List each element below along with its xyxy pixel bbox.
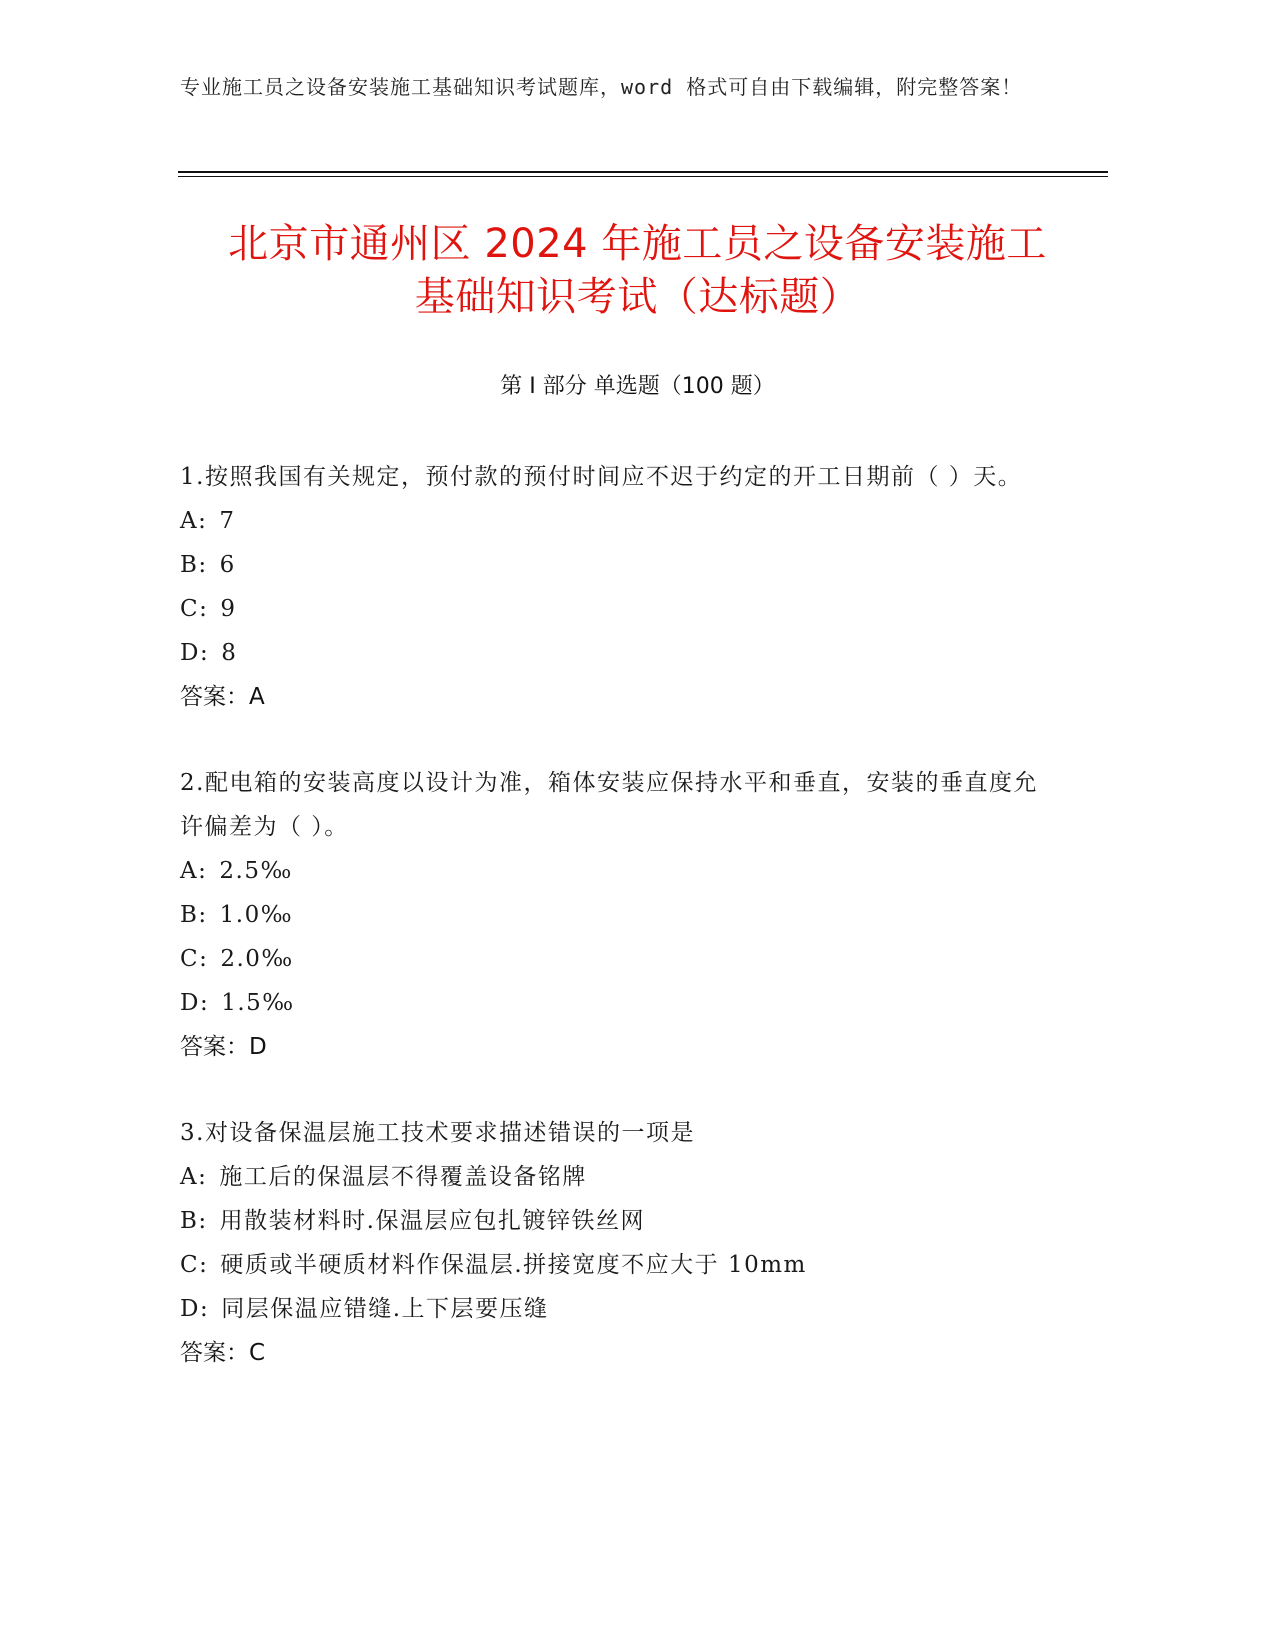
option-text: 2.0‰: [220, 946, 294, 972]
option-d: D: 8: [180, 640, 238, 666]
question-1: [180, 455, 1040, 719]
option-text: 1.0‰: [219, 902, 294, 928]
header-note: 专业施工员之设备安装施工基础知识考试题库，word 格式可自由下载编辑，附完整答案！: [180, 75, 1023, 99]
option-a: A: 2.5‰: [180, 858, 293, 884]
question-3: [180, 1111, 1040, 1375]
option-text: 7: [219, 508, 236, 534]
option-letter: D: [180, 640, 200, 666]
document-title-line-1: 北京市通州区 2024 年施工员之设备安装施工: [228, 221, 1047, 267]
option-text: 6: [219, 552, 236, 578]
option-letter: C: [180, 946, 200, 972]
option-c: C: 9: [180, 596, 237, 622]
option-letter: D: [180, 990, 200, 1016]
question-list: [180, 455, 1040, 1417]
option-b: B: 1.0‰: [180, 902, 294, 928]
option-letter: A: [180, 508, 199, 534]
option-letter: D: [180, 1296, 200, 1322]
document-title: [150, 218, 1125, 324]
option-b: B: 用散装材料时.保温层应包扎镀锌铁丝网: [180, 1208, 645, 1234]
option-letter: B: [180, 552, 199, 578]
option-letter: A: [180, 858, 199, 884]
option-d: D: 同层保温应错缝.上下层要压缝: [180, 1296, 549, 1322]
option-text: 同层保温应错缝.上下层要压缝: [221, 1296, 549, 1322]
option-text: 9: [220, 596, 237, 622]
answer-line: 答案：A: [180, 684, 265, 710]
option-a: A: 7: [180, 508, 236, 534]
option-c: C: 2.0‰: [180, 946, 294, 972]
document-title-line-2: 基础知识考试（达标题）: [414, 274, 861, 320]
option-letter: B: [180, 1208, 199, 1234]
question-2: [180, 761, 1040, 1069]
option-letter: C: [180, 1252, 200, 1278]
answer-line: 答案：D: [180, 1034, 267, 1060]
question-stem: 2.配电箱的安装高度以设计为准，箱体安装应保持水平和垂直，安装的垂直度允许偏差为（ ）。: [180, 770, 1038, 840]
option-text: 8: [221, 640, 238, 666]
header-divider-thick: [178, 171, 1108, 173]
option-text: 施工后的保温层不得覆盖设备铭牌: [219, 1164, 587, 1190]
option-d: D: 1.5‰: [180, 990, 295, 1016]
question-stem: 3.对设备保温层施工技术要求描述错误的一项是: [180, 1120, 695, 1146]
option-letter: B: [180, 902, 199, 928]
question-stem: 1.按照我国有关规定，预付款的预付时间应不迟于约定的开工日期前（ ）天。: [180, 464, 1023, 490]
option-text: 2.5‰: [219, 858, 293, 884]
option-text: 1.5‰: [221, 990, 295, 1016]
option-text: 用散装材料时.保温层应包扎镀锌铁丝网: [219, 1208, 645, 1234]
option-text: 硬质或半硬质材料作保温层.拼接宽度不应大于 10mm: [220, 1252, 807, 1278]
option-b: B: 6: [180, 552, 236, 578]
option-letter: C: [180, 596, 200, 622]
section-title: 第 I 部分 单选题（100 题）: [500, 374, 775, 399]
answer-line: 答案：C: [180, 1340, 266, 1366]
option-c: C: 硬质或半硬质材料作保温层.拼接宽度不应大于 10mm: [180, 1252, 807, 1278]
header-divider-thin: [178, 176, 1108, 177]
option-letter: A: [180, 1164, 199, 1190]
option-a: A: 施工后的保温层不得覆盖设备铭牌: [180, 1164, 587, 1190]
